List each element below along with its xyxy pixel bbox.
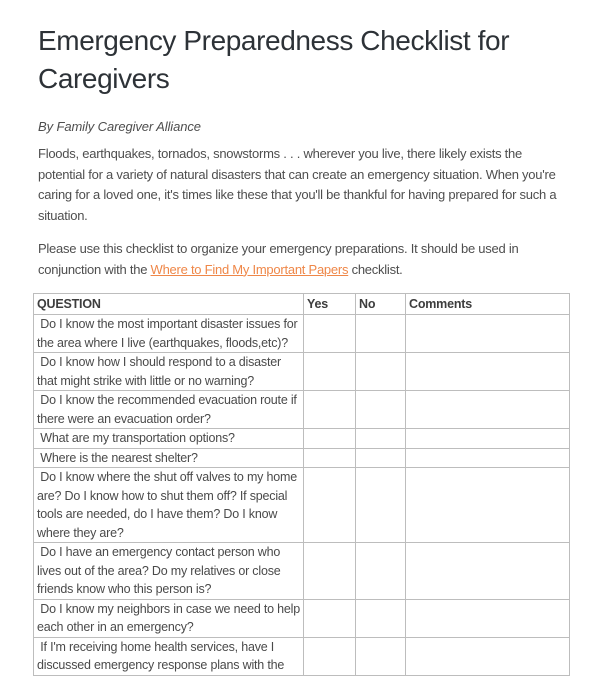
question-cell: What are my transportation options? <box>34 429 304 449</box>
question-cell: Do I know how I should respond to a disaster that might strike with little or no warning? <box>34 353 304 391</box>
instructions-text-prefix: Please use this checklist to organize your emergency preparations. It should be used in conjunction with the <box>38 241 519 277</box>
page-title: Emergency Preparedness Checklist for Caregivers <box>38 25 510 94</box>
column-header-question: QUESTION <box>34 294 304 315</box>
comments-cell <box>406 543 570 600</box>
table-header-row <box>34 294 570 315</box>
table-row <box>34 353 570 391</box>
yes-cell <box>304 599 356 637</box>
comments-cell <box>406 468 570 543</box>
column-header-no: No <box>356 294 406 315</box>
table-row <box>34 391 570 429</box>
no-cell <box>356 391 406 429</box>
comments-cell <box>406 353 570 391</box>
no-cell <box>356 315 406 353</box>
byline: By Family Caregiver Alliance <box>38 119 201 134</box>
question-cell: Do I know the most important disaster issues for the area where I live (earthquakes, floods,etc)? <box>34 315 304 353</box>
comments-cell <box>406 315 570 353</box>
yes-cell <box>304 468 356 543</box>
comments-cell <box>406 637 570 675</box>
comments-cell <box>406 599 570 637</box>
yes-cell <box>304 391 356 429</box>
question-cell: Do I know my neighbors in case we need to help each other in an emergency? <box>34 599 304 637</box>
table-row <box>34 448 570 468</box>
column-header-comments: Comments <box>406 294 570 315</box>
yes-cell <box>304 429 356 449</box>
table-row <box>34 637 570 675</box>
document-page <box>0 22 603 672</box>
question-cell: Do I have an emergency contact person who lives out of the area? Do my relatives or close friends know who this person is? <box>34 543 304 600</box>
table-row <box>34 429 570 449</box>
instructions-text-suffix: checklist. <box>348 261 403 277</box>
no-cell <box>356 599 406 637</box>
yes-cell <box>304 543 356 600</box>
no-cell <box>356 637 406 675</box>
no-cell <box>356 468 406 543</box>
question-cell: Do I know the recommended evacuation route if there were an evacuation order? <box>34 391 304 429</box>
table-row <box>34 543 570 600</box>
yes-cell <box>304 448 356 468</box>
table-row <box>34 315 570 353</box>
question-cell: Where is the nearest shelter? <box>34 448 304 468</box>
no-cell <box>356 429 406 449</box>
table-row <box>34 599 570 637</box>
yes-cell <box>304 637 356 675</box>
yes-cell <box>304 315 356 353</box>
comments-cell <box>406 448 570 468</box>
question-cell: If I'm receiving home health services, have I discussed emergency response plans with the <box>34 637 304 675</box>
table-row <box>34 468 570 543</box>
column-header-yes: Yes <box>304 294 356 315</box>
no-cell <box>356 448 406 468</box>
emergency-checklist-table <box>33 293 570 676</box>
no-cell <box>356 353 406 391</box>
comments-cell <box>406 391 570 429</box>
intro-paragraph: Floods, earthquakes, tornados, snowstorms . . . wherever you live, there likely exists the potential for a variety of natural disasters that can create an emergency situation. When you're caring for a loved one, it's times like these that you'll be thankful for having prepared for such a situation. <box>38 146 557 223</box>
instructions-paragraph <box>38 239 568 280</box>
no-cell <box>356 543 406 600</box>
yes-cell <box>304 353 356 391</box>
comments-cell <box>406 429 570 449</box>
question-cell: Do I know where the shut off valves to my home are? Do I know how to shut them off? If special tools are needed, do I have them? Do I know where they are? <box>34 468 304 543</box>
important-papers-link[interactable]: Where to Find My Important Papers <box>150 261 349 277</box>
